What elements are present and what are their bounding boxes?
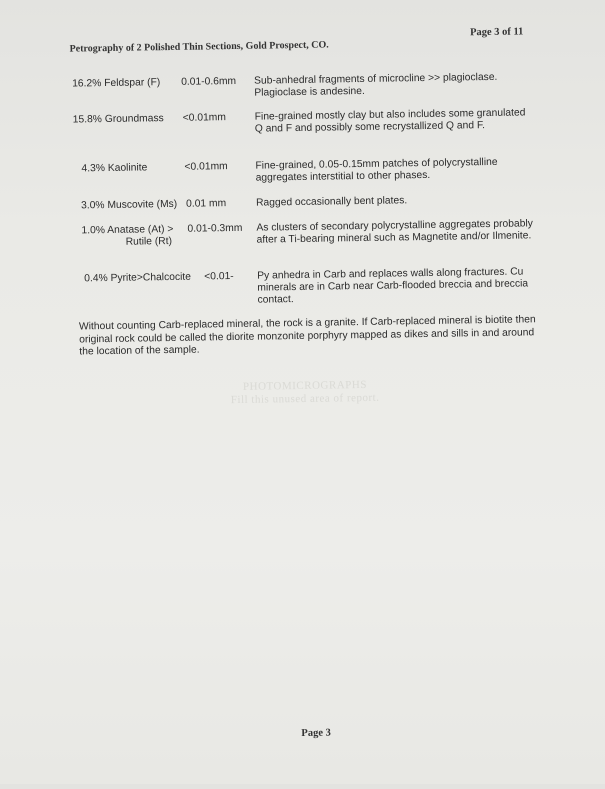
grain-size: <0.01mm <box>184 161 228 173</box>
mineral-row <box>0 70 600 99</box>
mineral-name: 4.3% Kaolinite <box>81 162 148 175</box>
show-through-text <box>205 378 405 407</box>
mineral-row <box>0 265 603 306</box>
mineral-name: 16.2% Feldspar (F) <box>72 77 161 90</box>
mineral-row <box>0 155 601 184</box>
summary-paragraph: Without counting Carb-replaced mineral, the rock is a granite. If Carb-replaced mineral is biotite then original rock could be called the diorite monzonite porphyry mapped as dikes and sills in and around the location of the sample. <box>78 314 536 358</box>
mineral-description: As clusters of secondary polycrystalline aggregates probably after a Ti-bearing mineral such as Magnetite and/or Ilmenite. <box>256 218 533 246</box>
mineral-row <box>0 217 602 248</box>
show-through-line2: Fill this unused area of report. <box>230 391 380 407</box>
mineral-row <box>0 192 602 212</box>
mineral-name-line2: Rutile (Rt) <box>125 235 173 248</box>
grain-size: <0.01mm <box>182 112 227 124</box>
grain-size: 0.01-0.6mm <box>181 75 237 88</box>
mineral-name: 0.4% Pyrite>Chalcocite <box>84 271 192 285</box>
mineral-row <box>0 106 601 135</box>
mineral-description: Sub-anhedral fragments of microcline >> plagioclase. Plagioclase is andesine. <box>254 71 498 99</box>
page-of-indicator: Page 3 of 11 <box>469 26 524 39</box>
mineral-description: Fine-grained, 0.05-0.15mm patches of polycrystalline aggregates interstitial to other phases. <box>255 156 498 184</box>
mineral-name-line1: 1.0% Anatase (At) > <box>81 223 174 237</box>
grain-size: 0.01 mm <box>185 198 227 210</box>
show-through-line1: PHOTOMICROGRAPHS <box>242 378 367 393</box>
report-title: Petrography of 2 Polished Thin Sections, Gold Prospect, CO. <box>69 39 329 55</box>
mineral-description: Py anhedra in Carb and replaces walls along fractures. Cu minerals are in Carb near Carb-flooded breccia and breccia contact. <box>257 266 529 306</box>
mineral-description: Fine-grained mostly clay but also includes some granulated Q and F and possibly some recrystallized Q and F. <box>254 107 526 135</box>
mineral-name <box>81 224 173 249</box>
page-footer: Page 3 <box>301 727 331 740</box>
grain-size: <0.01- <box>204 271 234 283</box>
mineral-name: 15.8% Groundmass <box>72 113 164 126</box>
grain-size: 0.01-0.3mm <box>187 222 243 235</box>
mineral-name: 3.0% Muscovite (Ms) <box>80 198 178 212</box>
mineral-description: Ragged occasionally bent plates. <box>255 195 408 209</box>
